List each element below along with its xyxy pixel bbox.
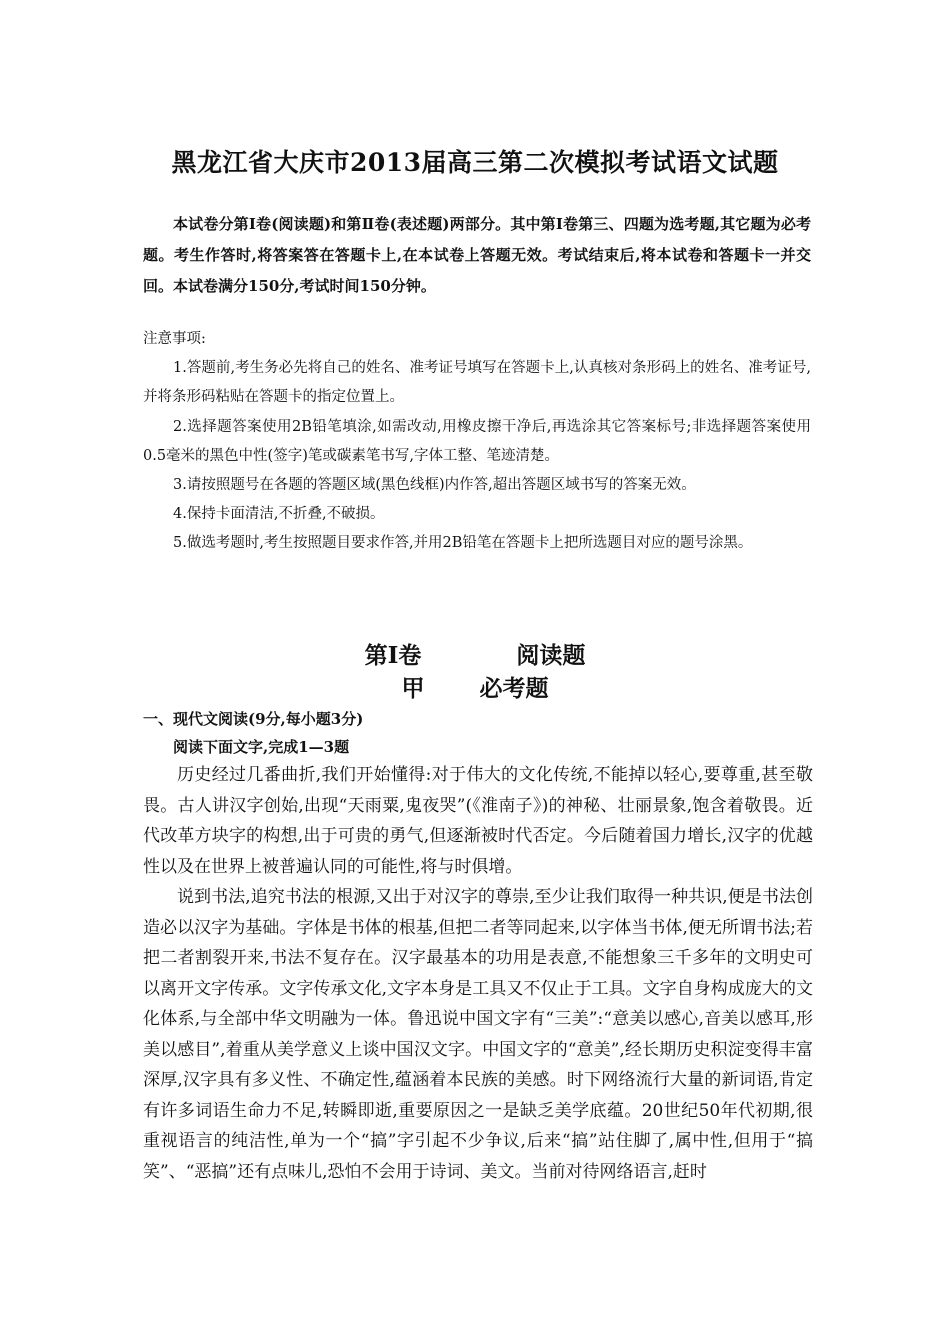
section-instruction: 阅读下面文字,完成1—3题 [173,738,350,756]
part-title-line [0,639,950,672]
notes-section [143,325,811,559]
note-item-3: 3.请按照题号在各题的答题区域(黑色线框)内作答,超出答题区域书写的答案无效。 [173,477,696,494]
section-heading [143,705,811,761]
passage-paragraph-1: 历史经过几番曲折,我们开始懂得:对于伟大的文化传统,不能掉以轻心,要尊重,甚至敬畏。古人讲汉字创始,出现“天雨粟,鬼夜哭”(《淮南子》)的神秘、壮丽景象,饱含着敬畏。近代改革方块字的构想,出于可贵的勇气,但逐渐被时代否定。今后随着国力增长,汉字的优越性以及在世界上被普遍认同的可能性,将与时俱增。 [143,765,813,877]
passage-paragraph-2: 说到书法,追究书法的根源,又出于对汉字的尊崇,至少让我们取得一种共识,便是书法创造必以汉字为基础。字体是书体的根基,但把二者等同起来,以字体当书体,便无所谓书法;若把二者割裂开来,书法不复存在。汉字最基本的功用是表意,不能想象三千多年的文明史可以离开文字传承。文字传承文化,文字本身是工具又不仅止于工具。文字自身构成庞大的文化体系,与全部中华文明融为一体。鲁迅说中国文字有“三美”:“意美以感心,音美以感耳,形美以感目”,着重从美学意义上谈中国汉文字。中国文字的“意美”,经长期历史积淀变得丰富深厚,汉字具有多义性、不确定性,蕴涵着本民族的美感。时下网络流行大量的新词语,肯定有许多词语生命力不足,转瞬即逝,重要原因之一是缺乏美学底蕴。20世纪50年代初期,很重视语言的纯洁性,单为一个“搞”字引起不少争议,后来“搞”站住脚了,属中性,但用于“搞笑”、“恶搞”还有点味儿,恐怕不会用于诗词、美文。当前对待网络语言,赶时 [143,887,813,1182]
part-label: 第Ⅰ卷 [364,642,422,669]
note-item-2: 2.选择题答案使用2B铅笔填涂,如需改动,用橡皮擦干净后,再选涂其它答案标号;非选择题答案使用0.5毫米的黑色中性(签字)笔或碳素笔书写,字体工整、笔迹清楚。 [143,418,811,464]
note-item-5: 5.做选考题时,考生按照题目要求作答,并用2B铅笔在答题卡上把所选题目对应的题号涂黑。 [173,535,753,552]
intro-paragraph: 本试卷分第Ⅰ卷(阅读题)和第Ⅱ卷(表述题)两部分。其中第Ⅰ卷第三、四题为选考题,其它题为必考题。考生作答时,将答案答在答题卡上,在本试卷上答题无效。考试结束后,将本试卷和答题卡一并交回。本试卷满分150分,考试时间150分钟。 [143,215,811,295]
exam-introduction [143,209,811,302]
note-item-1: 1.答题前,考生务必先将自己的姓名、准考证号填写在答题卡上,认真核对条形码上的姓名、准考证号,并将条形码粘贴在答题卡的指定位置上。 [143,360,811,406]
document-title: 黑龙江省大庆市2013届高三第二次模拟考试语文试题 [171,148,779,177]
part-name: 阅读题 [516,642,586,669]
reading-passage [143,760,813,1187]
note-item-4: 4.保持卡面清洁,不折叠,不破损。 [173,506,385,523]
part-heading [0,639,950,705]
section-title: 一、现代文阅读(9分,每小题3分) [143,710,364,728]
subpart-title-line [0,672,950,705]
subpart-name: 必考题 [479,675,549,702]
subpart-label: 甲 [401,675,425,702]
notes-heading: 注意事项: [143,331,206,347]
